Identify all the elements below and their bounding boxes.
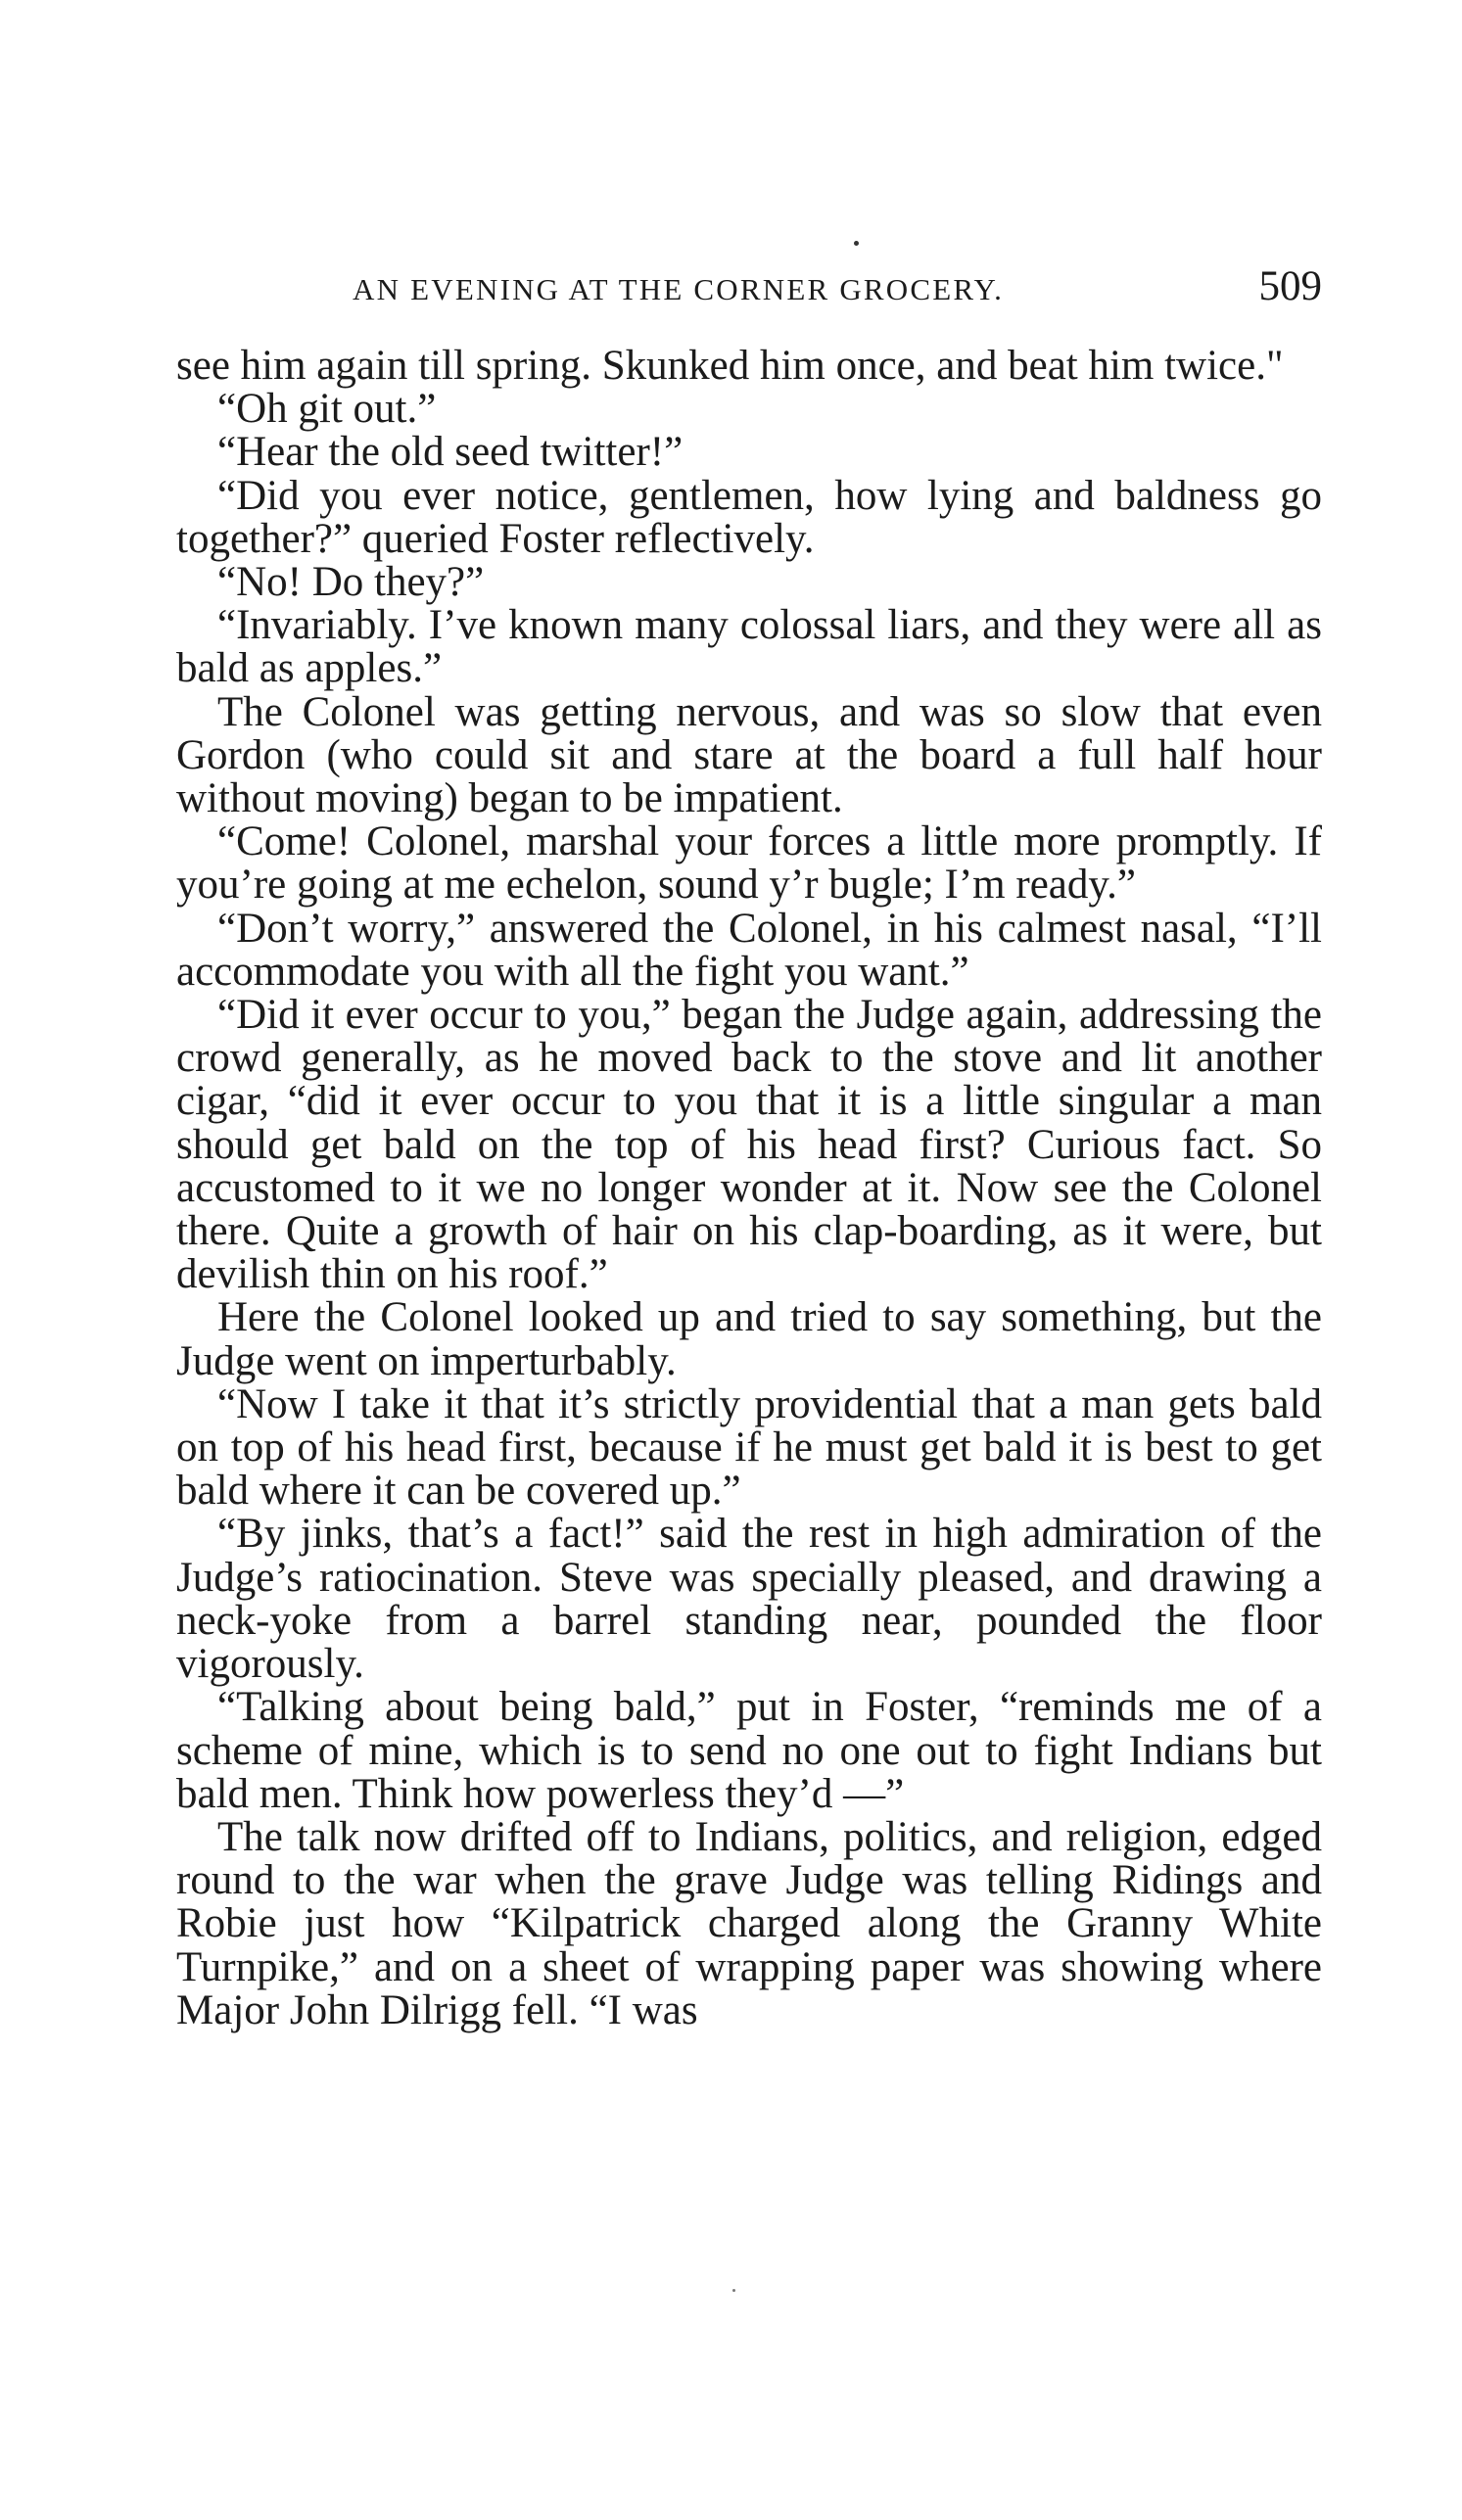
paragraph: “Invariably. I’ve known many colossal liars, and they were all as bald as apples.” <box>176 602 1322 692</box>
ink-speck <box>854 241 859 246</box>
paragraph: “Now I take it that it’s strictly providential that a man gets bald on top of his head first, because if he must get bald it is best to get bald where it can be covered up.” <box>176 1380 1322 1515</box>
paragraph: “Oh git out.” <box>217 386 437 433</box>
body-text <box>176 345 1322 2032</box>
paragraph: “Did you ever notice, gentlemen, how lying and baldness go together?” queried Foster reflectively. <box>176 472 1322 562</box>
paragraph: see him again till spring. Skunked him once, and beat him twice." <box>176 343 1284 389</box>
paragraph: “Hear the old seed twitter!” <box>217 429 684 476</box>
paragraph: “Come! Colonel, marshal your forces a little more promptly. If you’re going at me echelon, sound y’r bugle; I’m ready.” <box>176 818 1322 909</box>
paragraph: The talk now drifted off to Indians, politics, and religion, edged round to the war when the grave Judge was telling Ridings and Robie just how “Kilpatrick charged along the Granny White Turnpike,” and on a sheet of wrapping paper was showing where Major John Dilrigg fell. “I was <box>176 1813 1322 2033</box>
paragraph: The Colonel was getting nervous, and was so slow that even Gordon (who could sit and stare at the board a full half hour without moving) began to be impatient. <box>176 688 1322 822</box>
page-number: 509 <box>1258 263 1322 309</box>
paragraph: “Talking about being bald,” put in Foster, “reminds me of a scheme of mine, which is to send no one out to fight Indians but bald men. Think how powerless they’d —” <box>176 1684 1322 1817</box>
ink-speck <box>732 2289 735 2292</box>
paragraph: “Did it ever occur to you,” began the Judge again, addressing the crowd generally, as he moved back to the stove and lit another cigar, “did it ever occur to you that it is a little singular a man should get bald on the top of his head first? Curious fact. So accustomed to it we no longer wonder at it. Now see the Colonel there. Quite a growth of hair on his clap-boarding, as it were, but devilish thin on his roof.” <box>176 992 1322 1298</box>
paragraph: “No! Do they?” <box>217 559 485 606</box>
paragraph: “Don’t worry,” answered the Colonel, in his calmest nasal, “I’ll accommodate you with all the fight you want.” <box>176 905 1322 995</box>
paragraph: “By jinks, that’s a fact!” said the rest in high admiration of the Judge’s ratiocination. Steve was specially pleased, and drawing a neck-yoke from a barrel standing near, pounded the floor vigorously. <box>176 1511 1322 1688</box>
running-head <box>176 262 1322 321</box>
running-title: AN EVENING AT THE CORNER GROCERY. <box>353 272 1005 306</box>
paragraph: Here the Colonel looked up and tried to say something, but the Judge went on imperturbably. <box>176 1294 1322 1384</box>
